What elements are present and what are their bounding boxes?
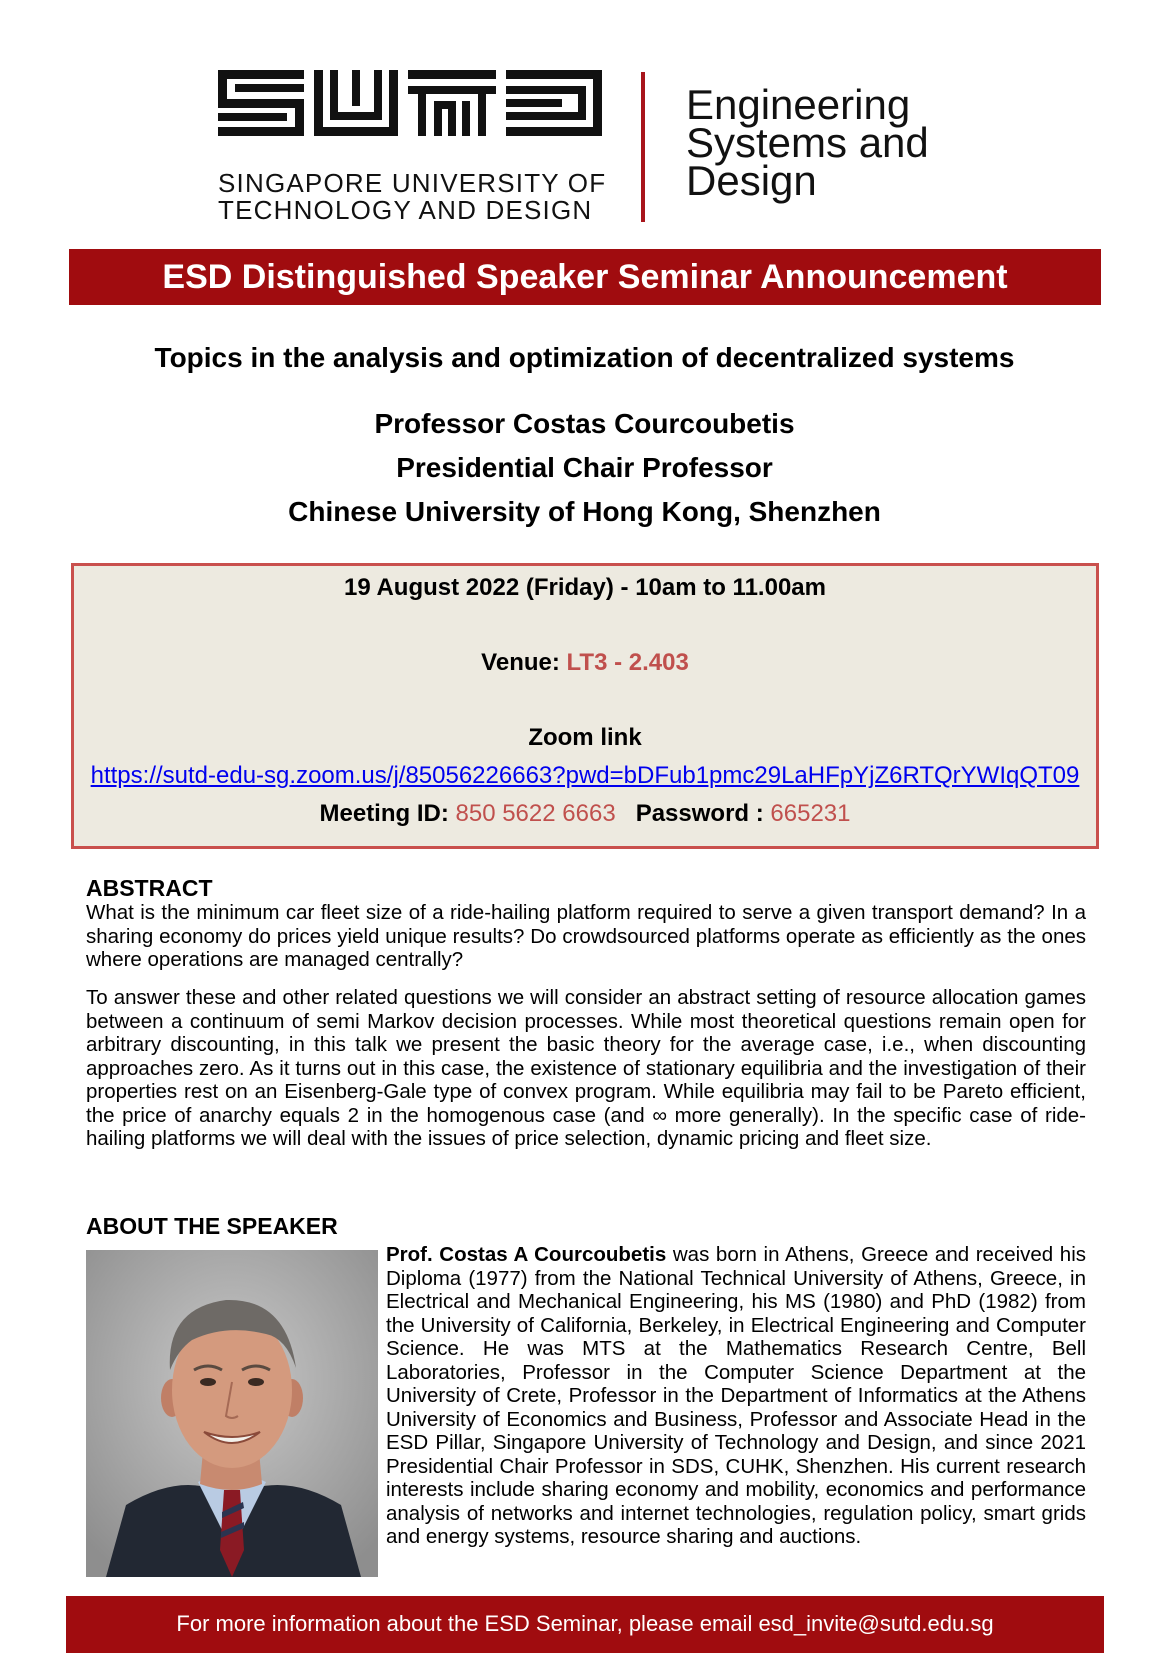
university-name-line1: SINGAPORE UNIVERSITY OF bbox=[218, 168, 607, 198]
abstract-heading: ABSTRACT bbox=[86, 875, 213, 901]
zoom-label: Zoom link bbox=[528, 724, 642, 751]
speaker-bio bbox=[386, 1243, 1086, 1549]
password-label: Password : bbox=[635, 800, 764, 827]
seminar-title: Topics in the analysis and optimization of decentralized systems bbox=[154, 342, 1015, 373]
event-datetime: 19 August 2022 (Friday) - 10am to 11.00am bbox=[344, 574, 826, 601]
event-info-box bbox=[71, 563, 1099, 849]
contact-footer: For more information about the ESD Seminar, please email esd_invite@sutd.edu.sg bbox=[66, 1596, 1104, 1653]
venue-line bbox=[74, 649, 1096, 677]
zoom-link-line bbox=[74, 762, 1096, 790]
pillar-name-line3: Design bbox=[686, 157, 817, 204]
speaker-photo bbox=[86, 1250, 378, 1577]
sutd-logo-mark bbox=[218, 70, 602, 136]
meeting-id-label: Meeting ID: bbox=[319, 800, 449, 827]
meeting-credentials bbox=[74, 800, 1096, 828]
pillar-name-line1: Engineering bbox=[686, 81, 911, 128]
meeting-id-value: 850 5622 6663 bbox=[455, 800, 616, 827]
password-value: 665231 bbox=[770, 800, 851, 827]
speaker-name: Professor Costas Courcoubetis bbox=[374, 408, 795, 439]
abstract-paragraph-1: What is the minimum car fleet size of a ride-hailing platform required to serve a given transport demand? In a sharing economy do prices yield unique results? Do crowdsourced platforms operate as efficiently as the ones where operations are managed centrally? bbox=[86, 901, 1086, 971]
about-heading: ABOUT THE SPEAKER bbox=[86, 1213, 338, 1239]
pillar-name bbox=[686, 81, 929, 204]
venue-value: LT3 - 2.403 bbox=[566, 649, 689, 676]
speaker-position: Presidential Chair Professor bbox=[396, 452, 773, 483]
speaker-affiliation: Chinese University of Hong Kong, Shenzhen bbox=[288, 496, 881, 527]
pillar-name-line2: Systems and bbox=[686, 119, 929, 166]
logo-divider bbox=[641, 72, 645, 222]
university-name-line2: TECHNOLOGY AND DESIGN bbox=[218, 195, 593, 225]
abstract-paragraph-2: To answer these and other related questions we will consider an abstract setting of resource allocation games between a continuum of semi Markov decision processes. While most theoretical questions remain open for arbitrary discounting, in this talk we present the basic theory for the average case, i.e., when discounting approaches zero. As it turns out in this case, the existence of stationary equilibria and the investigation of their properties rest on an Eisenberg-Gale type of convex program. While equilibria may fail to be Pareto efficient, the price of anarchy equals 2 in the homogenous case (and ∞ more generally). In the specific case of ride-hailing platforms we will deal with the issues of price selection, dynamic pricing and fleet size. bbox=[86, 986, 1086, 1150]
bio-text: was born in Athens, Greece and received his Diploma (1977) from the National Technical University of Athens, Greece, in Electrical and Mechanical Engineering, his MS (1980) and PhD (1982) from the University of California, Berkeley, in Electrical Engineering and Computer Science. He was MTS at the Mathematics Research Centre, Bell Laboratories, Professor in the Computer Science Department at the University of Crete, Professor in the Department of Informatics at the Athens University of Economics and Business, Professor and Associate Head in the ESD Pillar, Singapore University of Technology and Design, and since 2021 Presidential Chair Professor in SDS, CUHK, Shenzhen. His current research interests include sharing economy and mobility, economics and performance analysis of networks and internet technologies, regulation policy, smart grids and energy systems, resource sharing and auctions. bbox=[386, 1243, 1087, 1548]
zoom-link[interactable]: https://sutd-edu-sg.zoom.us/j/85056226663?pwd=bDFub1pmc29LaHFpYjZ6RTQrYWIqQT09 bbox=[90, 762, 1080, 789]
venue-label: Venue: bbox=[481, 649, 560, 676]
bio-speaker-name: Prof. Costas A Courcoubetis bbox=[386, 1243, 667, 1266]
announcement-banner: ESD Distinguished Speaker Seminar Announcement bbox=[69, 249, 1101, 305]
